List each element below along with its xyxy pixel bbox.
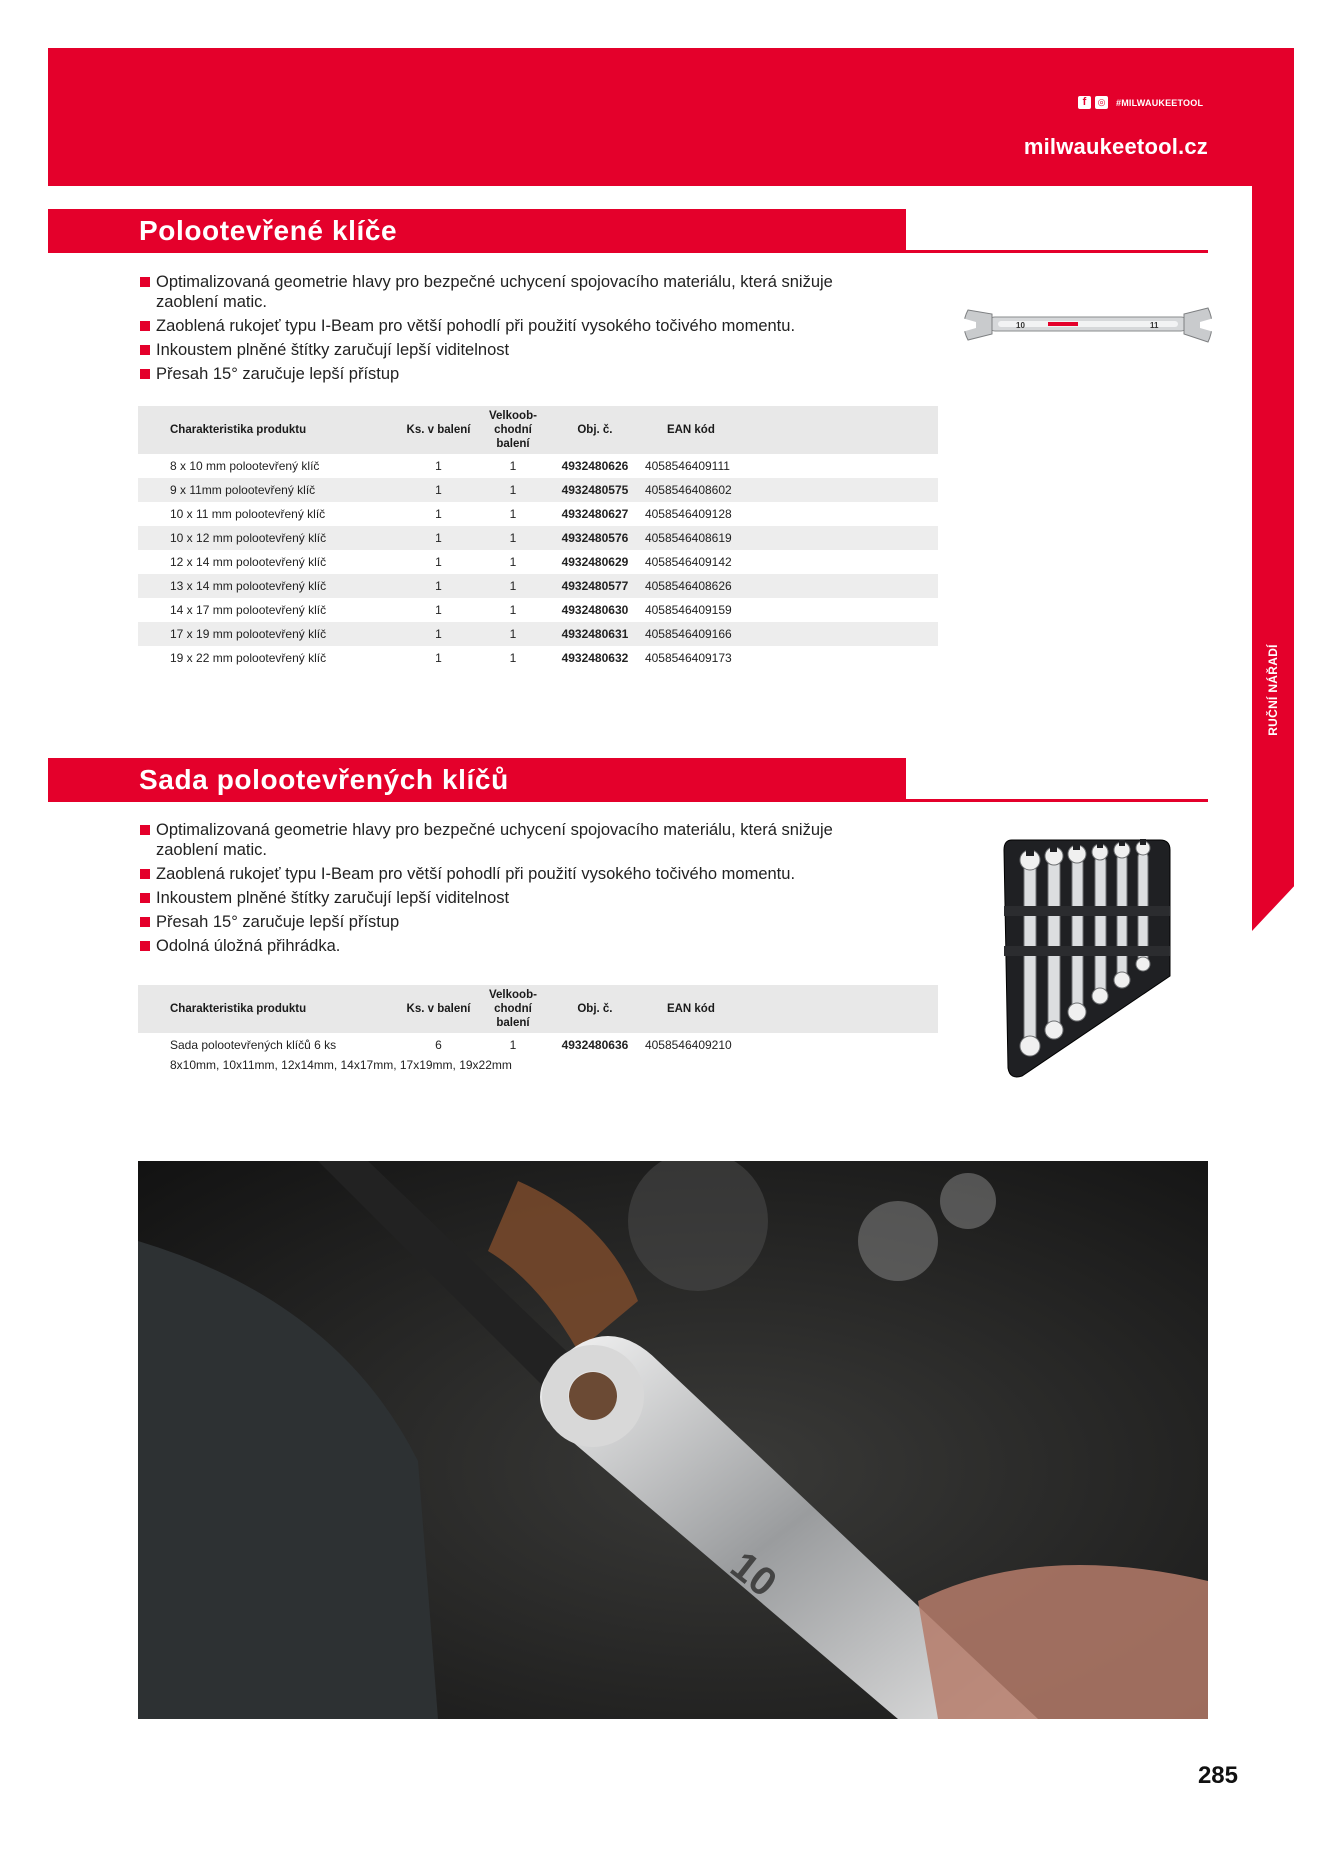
- table-row: 8 x 10 mm polootevřený klíč 1 1 4932480626 4058546409111: [170, 459, 730, 473]
- col-header-name: Charakteristika produktu: [138, 985, 396, 1033]
- table-row: 19 x 22 mm polootevřený klíč 1 1 4932480632 4058546409173: [170, 651, 732, 665]
- col-header-order: Obj. č.: [545, 985, 645, 1033]
- bullet: Přesah 15° zaručuje lepší přístup: [140, 364, 880, 384]
- table-row: 17 x 19 mm polootevřený klíč 1 1 4932480631 4058546409166: [138, 622, 938, 646]
- col-header-order: Obj. č.: [545, 406, 645, 454]
- site-url[interactable]: milwaukeetool.cz: [1023, 134, 1208, 159]
- col-header-spacer: [757, 985, 938, 1033]
- header-band: [48, 48, 1294, 186]
- table-row: 9 x 11mm polootevřený klíč 1 1 4932480575 4058546408602: [138, 478, 938, 502]
- section2-table: [138, 985, 938, 1057]
- section1-title-line: [48, 250, 1208, 253]
- table-row: Sada polootevřených klíčů 6 ks 6 1 4932480636 4058546409210: [170, 1038, 732, 1052]
- section2-title-line: [48, 799, 1208, 802]
- col-header-ean: EAN kód: [645, 406, 757, 454]
- section1-title: Polootevřené klíče: [48, 209, 906, 253]
- photo-size-label: 10: [722, 1543, 785, 1606]
- wrench-in-use-photo: [138, 1161, 1208, 1719]
- bullet: Optimalizovaná geometrie hlavy pro bezpečné uchycení spojovacího materiálu, která snižuje zaoblení matic.: [140, 820, 880, 860]
- wrench-label-right: 11: [1150, 321, 1159, 330]
- section1-table: [138, 406, 938, 670]
- col-header-name: Charakteristika produktu: [138, 406, 396, 454]
- table-row: 10 x 12 mm polootevřený klíč 1 1 4932480576 4058546408619: [138, 526, 938, 550]
- table-row: 10 x 11 mm polootevřený klíč 1 1 4932480627 4058546409128: [170, 507, 732, 521]
- col-header-qty: Ks. v balení: [396, 985, 481, 1033]
- bullet: Zaoblená rukojeť typu I-Beam pro větší pohodlí při použití vysokého točivého momentu.: [140, 316, 880, 336]
- bullet: Inkoustem plněné štítky zaručují lepší viditelnost: [140, 340, 880, 360]
- instagram-icon[interactable]: ◎: [1095, 96, 1108, 109]
- social-bar: [1078, 96, 1203, 109]
- wrench-set-tray-image: [1000, 836, 1175, 1081]
- page-number: 285: [1197, 1762, 1238, 1789]
- col-header-ean: EAN kód: [645, 985, 757, 1033]
- hashtag: #MILWAUKEETOOL: [1116, 97, 1204, 108]
- facebook-icon[interactable]: f: [1078, 96, 1091, 109]
- table-row: 13 x 14 mm polootevřený klíč 1 1 4932480577 4058546408626: [138, 574, 938, 598]
- bullet: Optimalizovaná geometrie hlavy pro bezpečné uchycení spojovacího materiálu, která snižuje zaoblení matic.: [140, 272, 880, 312]
- section2-title: Sada polootevřených klíčů: [48, 758, 906, 802]
- section2-bullets: [140, 820, 880, 960]
- col-header-wholesale: Velkoob-chodní balení: [481, 406, 545, 454]
- bullet: Zaoblená rukojeť typu I-Beam pro větší pohodlí při použití vysokého točivého momentu.: [140, 864, 880, 884]
- set-sizes-note: 8x10mm, 10x11mm, 12x14mm, 14x17mm, 17x19mm, 19x22mm: [170, 1058, 512, 1072]
- side-strip: [1252, 186, 1294, 931]
- single-wrench-image: [958, 300, 1218, 350]
- bullet: Inkoustem plněné štítky zaručují lepší viditelnost: [140, 888, 880, 908]
- side-label: [1262, 645, 1284, 735]
- bullet: Odolná úložná přihrádka.: [140, 936, 880, 956]
- bullet: Přesah 15° zaručuje lepší přístup: [140, 912, 880, 932]
- section1-bullets: [140, 272, 880, 388]
- wrench-label-left: 10: [1016, 321, 1025, 330]
- table-row: 12 x 14 mm polootevřený klíč 1 1 4932480629 4058546409142: [170, 555, 732, 569]
- col-header-spacer: [757, 406, 938, 454]
- side-label-text: RUČNÍ NÁŘADÍ: [1266, 644, 1280, 736]
- table-row: 14 x 17 mm polootevřený klíč 1 1 4932480630 4058546409159: [170, 603, 732, 617]
- col-header-qty: Ks. v balení: [396, 406, 481, 454]
- col-header-wholesale: Velkoob-chodní balení: [481, 985, 545, 1033]
